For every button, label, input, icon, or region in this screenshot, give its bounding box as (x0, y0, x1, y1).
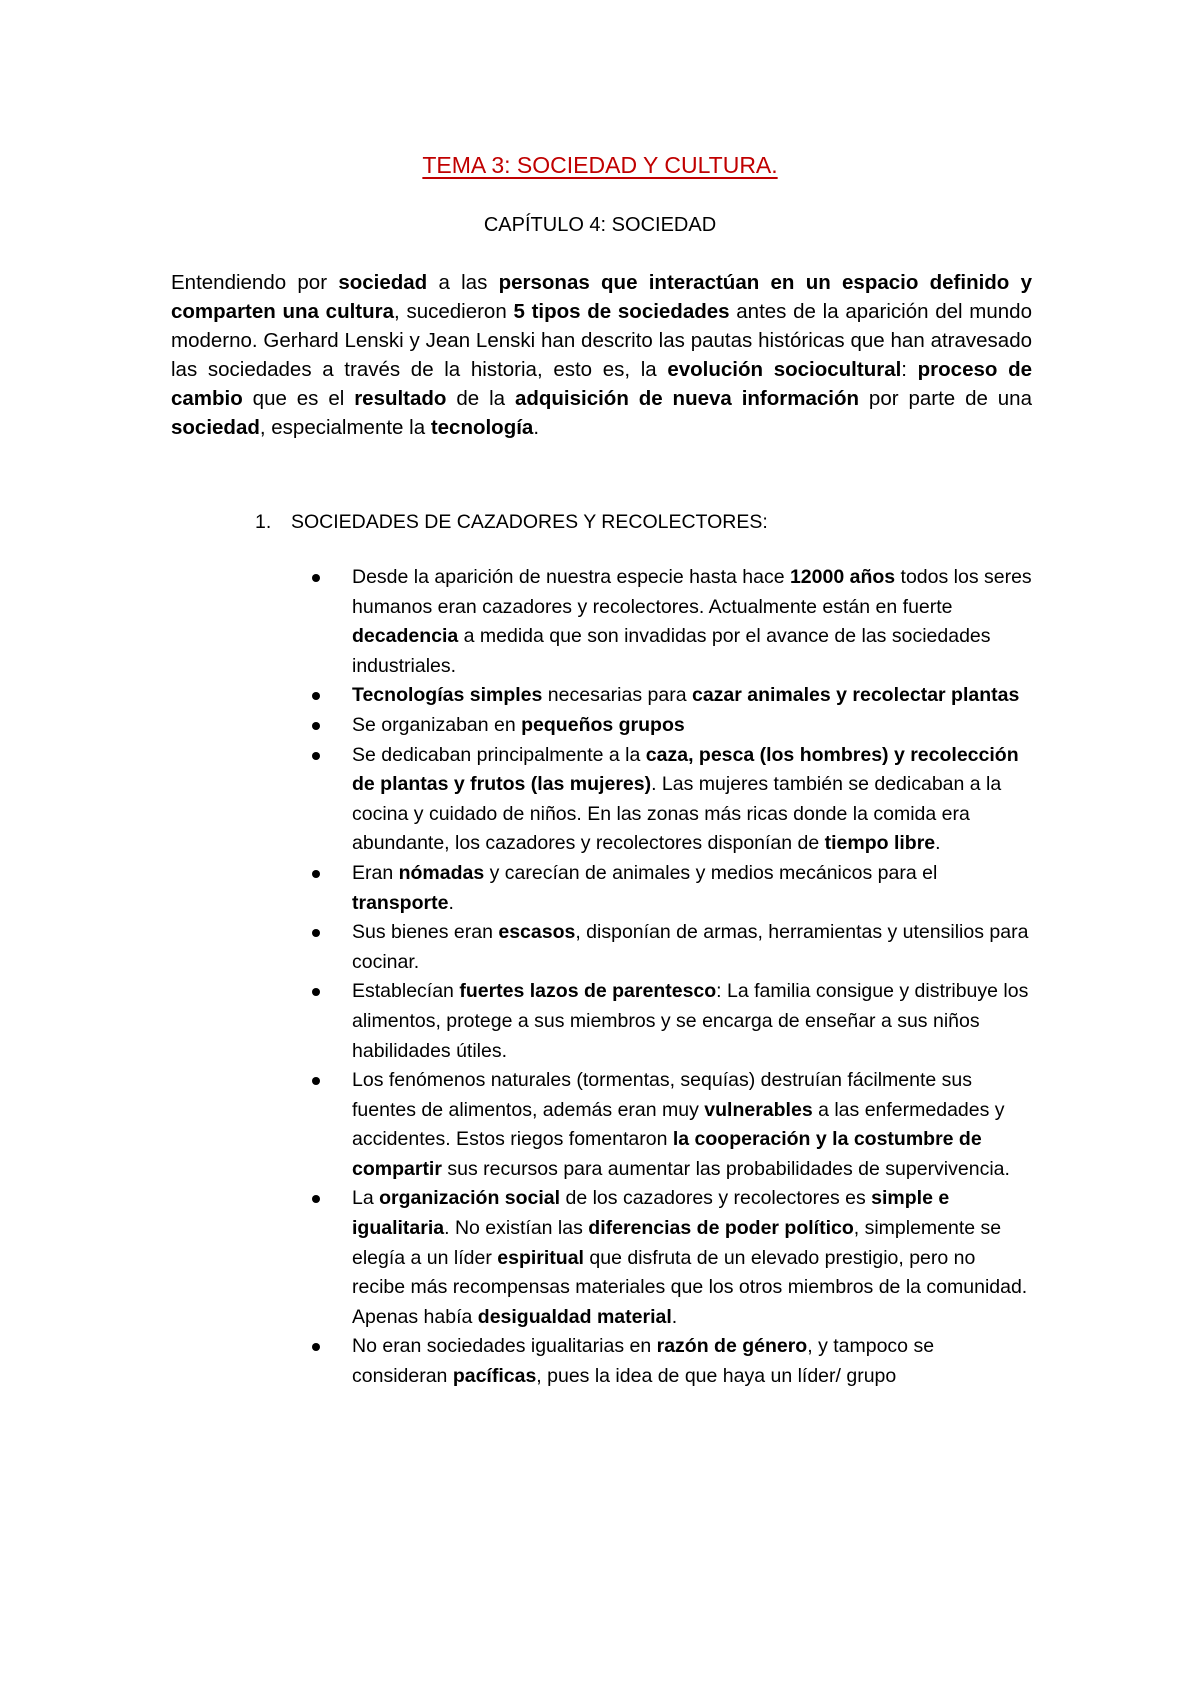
bold-text: decadencia (352, 625, 459, 648)
bold-text: evolución sociocultural (667, 358, 902, 381)
text-run: Los fenómenos naturales (tormentas, sequías) destruían fácilmente sus fuentes de alimentos, además eran muy (352, 1069, 972, 1121)
text-run: a medida que son invadidas por el avance de las sociedades industriales. (352, 625, 991, 677)
text-run: Establecían (352, 980, 460, 1003)
list-item (352, 1066, 1032, 1184)
document-title-text: TEMA 3: SOCIEDAD Y CULTURA. (422, 152, 778, 178)
bold-text: vulnerables (704, 1098, 813, 1121)
text-run: : La familia consigue y distribuye los alimentos, protege a sus miembros y se encarga de enseñar a sus niños habilidades útiles. (352, 980, 1029, 1062)
text-run: todos los seres humanos eran cazadores y recolectores. Actualmente están en fuerte (352, 566, 1032, 618)
list-item (352, 711, 1032, 741)
bold-text: resultado (354, 387, 447, 410)
bold-text: 12000 años (789, 566, 896, 588)
bold-text: pequeños grupos (521, 713, 685, 736)
section-number: 1. (255, 511, 272, 533)
bold-text: sociedad (171, 416, 260, 439)
bullet-icon (312, 870, 320, 878)
text-run: La (352, 1187, 380, 1210)
text-run: Desde la aparición de nuestra especie hasta hace (352, 566, 790, 588)
bold-text: la cooperación y la costumbre de compartir (352, 1128, 982, 1180)
text-run: antes de la aparición del mundo moderno. Gerhard Lenski y Jean Lenski han descrito las pautas históricas que han atravesado las sociedades a través de la historia, esto es, la (171, 300, 1032, 381)
text-run: , disponían de armas, herramientas y utensilios para cocinar. (352, 921, 1029, 973)
bullet-icon (312, 722, 320, 730)
text-run: y carecían de animales y medios mecánicos para el (484, 861, 938, 884)
bold-text: 5 tipos de sociedades (513, 300, 730, 323)
bold-text: diferencias de poder político (588, 1217, 854, 1240)
bold-text: proceso de cambio (171, 358, 1032, 410)
bold-text: tiempo libre (824, 832, 936, 855)
text-run: , sucedieron (394, 300, 514, 323)
list-item (352, 741, 1032, 859)
text-run: . (935, 832, 941, 855)
list-item (352, 1332, 1032, 1391)
section-title: SOCIEDADES DE CAZADORES Y RECOLECTORES: (291, 511, 768, 533)
bold-text: fuertes lazos de parentesco (459, 980, 717, 1003)
list-item (352, 681, 1032, 711)
text-run: que es el (242, 387, 355, 410)
text-run: Se dedicaban principalmente a la (352, 743, 646, 766)
list-item (352, 859, 1032, 918)
text-run: Eran (352, 861, 399, 884)
text-run: necesarias para (542, 684, 692, 707)
bold-text: organización social (379, 1187, 561, 1210)
bold-text: simple e igualitaria (352, 1187, 950, 1240)
text-run: Sus bienes eran (352, 921, 499, 944)
list-item (352, 1184, 1032, 1332)
text-run: por parte de una (859, 387, 1032, 410)
text-run: : (901, 358, 918, 381)
bold-text: desigualdad material (477, 1305, 672, 1328)
text-run: a las (427, 271, 499, 294)
bold-text: escasos (498, 921, 576, 944)
text-run: de la (446, 387, 515, 410)
text-run: de los cazadores y recolectores es (560, 1187, 872, 1210)
bold-text: adquisición de nueva información (514, 387, 860, 410)
bold-text: personas que interactúan en un espacio definido y comparten una cultura (171, 271, 1033, 323)
bullet-list (352, 563, 1032, 1392)
text-run: Entendiendo por (171, 271, 339, 294)
bold-text: Tecnologías simples (352, 684, 543, 707)
bullet-icon (312, 929, 320, 937)
document-title (0, 150, 1200, 180)
text-run: que disfruta de un elevado prestigio, pero no recibe más recompensas materiales que los otros miembros de la comunidad. Apenas había (352, 1246, 1028, 1328)
section-heading (255, 508, 768, 536)
bold-text: espiritual (497, 1246, 584, 1269)
bullet-icon (312, 574, 320, 582)
text-run: . (448, 891, 454, 914)
list-item (352, 918, 1032, 977)
text-run: , especialmente la (259, 416, 431, 439)
text-run: , pues la idea de que haya un líder/ grupo (536, 1365, 897, 1388)
text-run: . No existían las (444, 1217, 589, 1240)
list-item (352, 977, 1032, 1066)
bullet-icon (312, 1343, 320, 1351)
bullet-icon (312, 752, 320, 760)
text-run: sus recursos para aumentar las probabilidades de supervivencia. (441, 1157, 1010, 1180)
chapter-heading: CAPÍTULO 4: SOCIEDAD (483, 214, 717, 236)
bold-text: transporte (352, 891, 449, 914)
bold-text: nómadas (398, 861, 485, 884)
bold-text: tecnología (430, 416, 534, 439)
intro-paragraph (171, 268, 1032, 442)
text-run: , y tampoco se consideran (352, 1335, 935, 1388)
text-run: , simplemente se elegía a un líder (352, 1217, 1002, 1269)
text-run: No eran sociedades igualitarias en (352, 1335, 657, 1358)
list-item (352, 563, 1032, 681)
bold-text: pacíficas (452, 1365, 537, 1388)
bullet-icon (312, 1195, 320, 1203)
bold-text: cazar animales y recolectar plantas (691, 684, 1020, 707)
bold-text: sociedad (338, 271, 428, 294)
bullet-icon (312, 692, 320, 700)
text-run: . (533, 416, 540, 439)
bold-text: razón de género (656, 1335, 808, 1358)
text-run: . (671, 1305, 678, 1328)
bold-text: caza, pesca (los hombres) y recolección de plantas y frutos (las mujeres) (352, 743, 1019, 796)
text-run: Se organizaban en (352, 713, 522, 736)
bullet-icon (312, 1077, 320, 1085)
bullet-icon (312, 988, 320, 996)
text-run: a las enfermedades y accidentes. Estos riegos fomentaron (352, 1098, 1005, 1151)
text-run: . Las mujeres también se dedicaban a la cocina y cuidado de niños. En las zonas más ricas donde la comida era abundante, los cazadores y recolectores disponían de (352, 773, 1002, 855)
